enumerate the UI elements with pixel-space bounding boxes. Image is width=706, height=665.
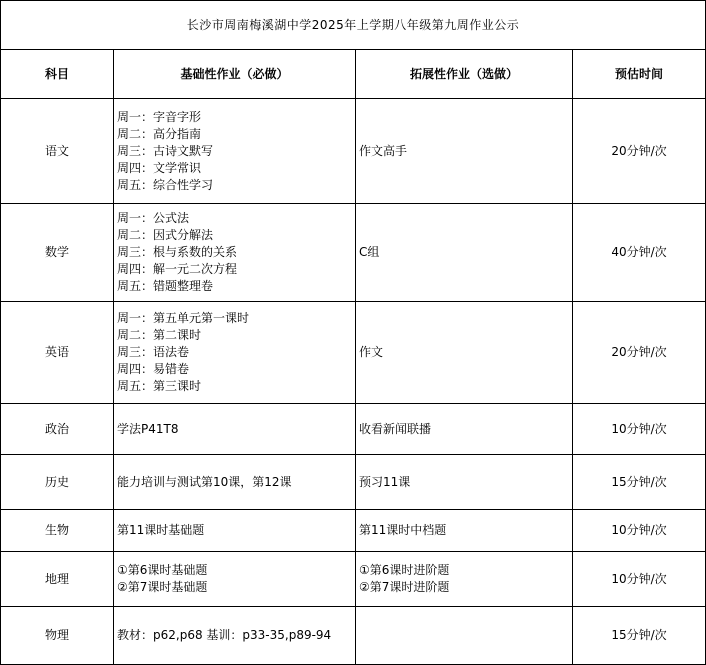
extended-homework-cell (356, 99, 573, 204)
table-row (1, 607, 706, 665)
subject-cell: 生物 (1, 510, 114, 552)
table-row (1, 510, 706, 552)
homework-line: 周一：第五单元第一课时 (117, 311, 250, 325)
homework-line: 学法P41T8 (117, 421, 179, 436)
basic-homework-cell (114, 302, 356, 404)
homework-line: 周二：因式分解法 (117, 228, 214, 242)
basic-homework-cell (114, 607, 356, 665)
time-cell: 40分钟/次 (573, 204, 706, 302)
table-row (1, 99, 706, 204)
homework-line: 周一：公式法 (117, 211, 190, 225)
page-title: 长沙市周南梅溪湖中学2025年上学期八年级第九周作业公示 (1, 1, 706, 50)
homework-line: 第11课时中档题 (359, 523, 447, 537)
header-estimated-time: 预估时间 (573, 50, 706, 99)
extended-homework-cell (356, 404, 573, 455)
time-cell: 10分钟/次 (573, 510, 706, 552)
extended-homework-cell (356, 204, 573, 302)
subject-cell: 数学 (1, 204, 114, 302)
homework-line: 周三：根与系数的关系 (117, 245, 238, 259)
extended-homework-cell (356, 455, 573, 510)
extended-homework-cell (356, 607, 573, 665)
time-cell: 15分钟/次 (573, 455, 706, 510)
header-row (1, 50, 706, 99)
basic-homework-cell (114, 510, 356, 552)
homework-line: 周五：综合性学习 (117, 177, 214, 192)
basic-homework-cell (114, 404, 356, 455)
time-cell: 20分钟/次 (573, 99, 706, 204)
homework-line: 第11课时基础题 (117, 523, 205, 537)
subject-cell: 政治 (1, 404, 114, 455)
homework-line: 周二：第二课时 (117, 328, 202, 342)
homework-line: 周五：错题整理卷 (117, 279, 214, 293)
time-cell: 10分钟/次 (573, 552, 706, 607)
homework-line: ②第7课时进阶题 (359, 580, 450, 594)
table-row (1, 204, 706, 302)
extended-homework-cell (356, 302, 573, 404)
basic-homework-cell (114, 99, 356, 204)
homework-line: 收看新闻联播 (359, 421, 432, 436)
table-row (1, 455, 706, 510)
homework-line: ②第7课时基础题 (117, 580, 208, 594)
homework-line: 周四：解一元二次方程 (117, 262, 238, 276)
homework-line: ①第6课时基础题 (117, 563, 208, 577)
time-cell: 10分钟/次 (573, 404, 706, 455)
table-row (1, 404, 706, 455)
header-subject: 科目 (1, 50, 114, 99)
subject-cell: 英语 (1, 302, 114, 404)
extended-homework-cell (356, 510, 573, 552)
subject-cell: 物理 (1, 607, 114, 665)
extended-homework-cell (356, 552, 573, 607)
basic-homework-cell (114, 455, 356, 510)
homework-line: 作文 (359, 345, 384, 359)
homework-line: 作文高手 (359, 143, 408, 158)
homework-line: 教材：p62,p68 基训：p33-35,p89-94 (117, 628, 332, 642)
basic-homework-cell (114, 552, 356, 607)
basic-homework-cell (114, 204, 356, 302)
homework-line: C组 (359, 245, 380, 259)
title-row (1, 1, 706, 50)
table-row (1, 552, 706, 607)
homework-line: 周二：高分指南 (117, 126, 202, 141)
table-row (1, 302, 706, 404)
homework-line: 周四：易错卷 (117, 362, 190, 376)
homework-line: 能力培训与测试第10课，第12课 (117, 474, 292, 489)
subject-cell: 历史 (1, 455, 114, 510)
header-extended-homework: 拓展性作业（选做） (356, 50, 573, 99)
subject-cell: 地理 (1, 552, 114, 607)
time-cell: 20分钟/次 (573, 302, 706, 404)
homework-line: 预习11课 (359, 474, 411, 489)
homework-line: 周四：文学常识 (117, 160, 202, 175)
homework-line: 周一：字音字形 (117, 109, 202, 124)
homework-line: 周三：语法卷 (117, 345, 190, 359)
homework-line: 周五：第三课时 (117, 379, 202, 393)
subject-cell: 语文 (1, 99, 114, 204)
time-cell: 15分钟/次 (573, 607, 706, 665)
header-basic-homework: 基础性作业（必做） (114, 50, 356, 99)
homework-line: ①第6课时进阶题 (359, 563, 450, 577)
homework-line: 周三：古诗文默写 (117, 143, 214, 158)
